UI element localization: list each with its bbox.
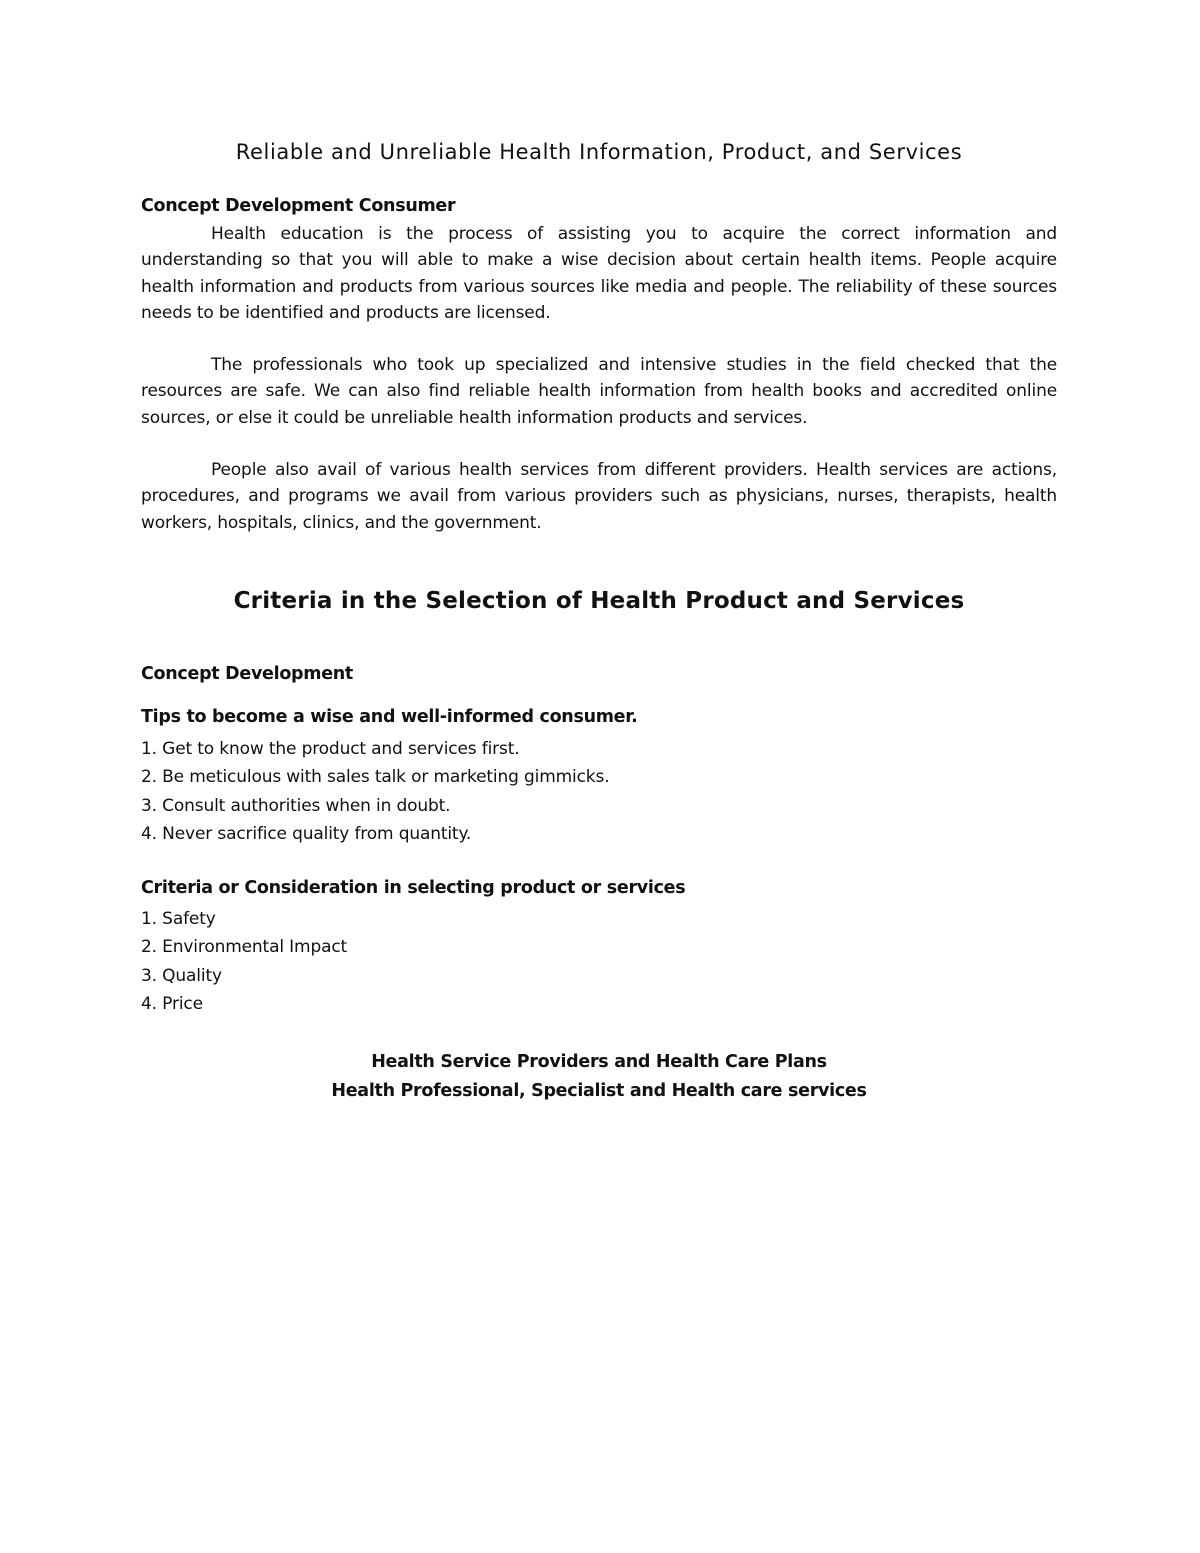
tips-heading: Tips to become a wise and well-informed consumer. bbox=[141, 707, 638, 727]
criteria-list bbox=[141, 905, 347, 1019]
tips-list bbox=[141, 735, 609, 849]
list-item: 4. Never sacrifice quality from quantity. bbox=[141, 824, 472, 845]
section1-paragraph-3: People also avail of various health services from different providers. Health services are actions, procedures, and programs we avail from various providers such as physicians, nurses, therapists, health workers, hospitals, clinics, and the government. bbox=[141, 460, 1057, 533]
footer-line-1: Health Service Providers and Health Care Plans bbox=[371, 1052, 827, 1072]
section1-heading: Concept Development Consumer bbox=[141, 196, 456, 216]
section2-title: Criteria in the Selection of Health Product and Services bbox=[233, 588, 965, 614]
section1-paragraph-2: The professionals who took up specialized and intensive studies in the field checked that the resources are safe. We can also find reliable health information from health books and accredited online sources, or else it could be unreliable health information products and services. bbox=[141, 355, 1057, 428]
footer-headings bbox=[141, 1048, 1057, 1105]
list-item: 3. Consult authorities when in doubt. bbox=[141, 795, 451, 816]
list-item: 1. Safety bbox=[141, 909, 216, 929]
document-page bbox=[141, 0, 1057, 1553]
document-title: Reliable and Unreliable Health Information, Product, and Services bbox=[235, 140, 963, 164]
criteria-heading: Criteria or Consideration in selecting product or services bbox=[141, 878, 686, 898]
list-item: 3. Quality bbox=[141, 965, 222, 986]
section1-paragraph-1: Health education is the process of assisting you to acquire the correct information and understanding so that you will able to make a wise decision about certain health items. People acquire health information and products from various sources like media and people. The reliability of these sources needs to be identified and products are licensed. bbox=[141, 224, 1057, 323]
footer-line-2: Health Professional, Specialist and Health care services bbox=[331, 1080, 867, 1101]
list-item: 2. Environmental Impact bbox=[141, 937, 348, 958]
list-item: 2. Be meticulous with sales talk or marketing gimmicks. bbox=[141, 767, 610, 788]
section2-heading: Concept Development bbox=[141, 664, 353, 684]
list-item: 4. Price bbox=[141, 994, 203, 1015]
list-item: 1. Get to know the product and services first. bbox=[141, 739, 520, 759]
